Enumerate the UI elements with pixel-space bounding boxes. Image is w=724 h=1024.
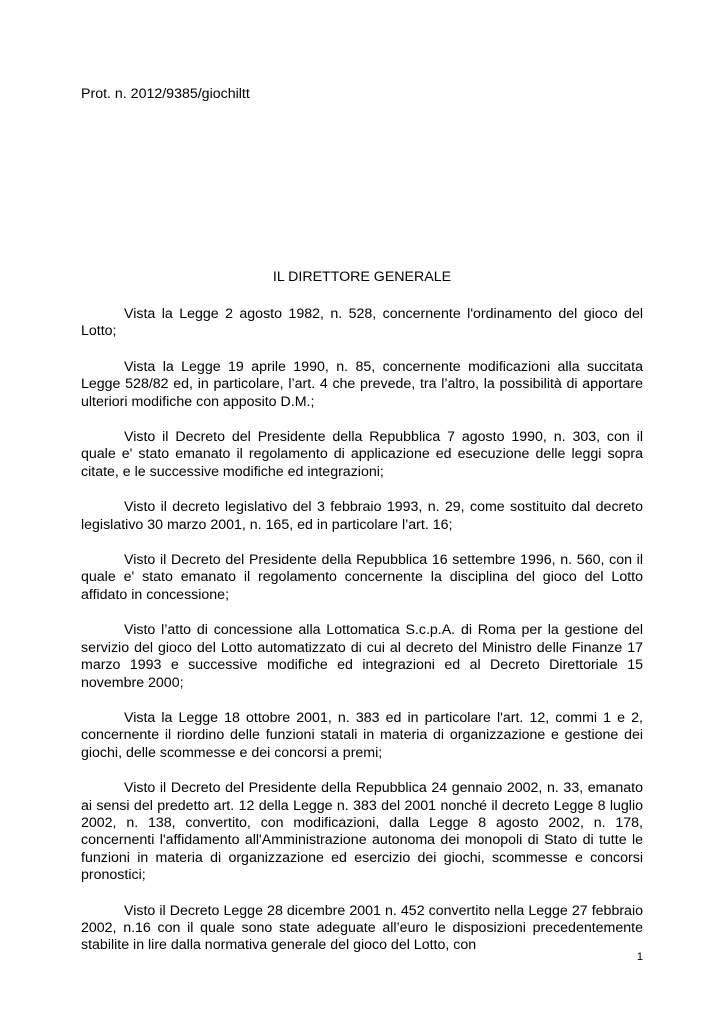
document-heading: IL DIRETTORE GENERALE <box>272 269 452 285</box>
paragraph: Visto il Decreto del Presidente della Repubblica 7 agosto 1990, n. 303, con il quale e' stato emanato il regolamento di applicazione ed esecuzione delle leggi sopra citate, e le successive modifiche ed integrazioni; <box>81 429 643 480</box>
document-body <box>81 306 643 973</box>
paragraph: Vista la Legge 2 agosto 1982, n. 528, concernente l'ordinamento del gioco del Lotto; <box>81 306 643 340</box>
page-number: 1 <box>636 951 643 963</box>
paragraph: Visto il decreto legislativo del 3 febbraio 1993, n. 29, come sostituito dal decreto legislativo 30 marzo 2001, n. 165, ed in particolare l’art. 16; <box>81 499 643 533</box>
paragraph: Visto l’atto di concessione alla Lottomatica S.c.p.A. di Roma per la gestione del servizio del gioco del Lotto automatizzato di cui al decreto del Ministro delle Finanze 17 marzo 1993 e successive modifiche ed integrazioni ed al Decreto Direttoriale 15 novembre 2000; <box>81 622 643 691</box>
paragraph: Visto il Decreto del Presidente della Repubblica 16 settembre 1996, n. 560, con il quale e' stato emanato il regolamento concernente la disciplina del gioco del Lotto affidato in concessione; <box>81 552 643 603</box>
protocol-number: Prot. n. 2012/9385/giochiltt <box>81 86 250 102</box>
paragraph: Visto il Decreto Legge 28 dicembre 2001 n. 452 convertito nella Legge 27 febbraio 2002, n.16 con il quale sono state adeguate all’euro le disposizioni precedentemente stabilite in lire dalla normativa generale del gioco del Lotto, con <box>81 902 643 954</box>
paragraph: Visto il Decreto del Presidente della Repubblica 24 gennaio 2002, n. 33, emanato ai sensi del predetto art. 12 della Legge n. 383 del 2001 nonché il decreto Legge 8 luglio 2002, n. 138, convertito, con modificazioni, dalla Legge 8 agosto 2002, n. 178, concernenti l'affidamento all'Amministrazione autonoma dei monopoli di Stato di tutte le funzioni in materia di organizzazione ed esercizio dei giochi, scommesse e concorsi pronostici; <box>81 780 643 884</box>
paragraph: Vista la Legge 18 ottobre 2001, n. 383 ed in particolare l'art. 12, commi 1 e 2, concernente il riordino delle funzioni statali in materia di organizzazione e gestione dei giochi, delle scommesse e dei concorsi a premi; <box>81 709 643 761</box>
paragraph: Vista la Legge 19 aprile 1990, n. 85, concernente modificazioni alla succitata Legge 528/82 ed, in particolare, l’art. 4 che prevede, tra l’altro, la possibilità di apportare ulteriori modifiche con apposito D.M.; <box>81 358 643 410</box>
